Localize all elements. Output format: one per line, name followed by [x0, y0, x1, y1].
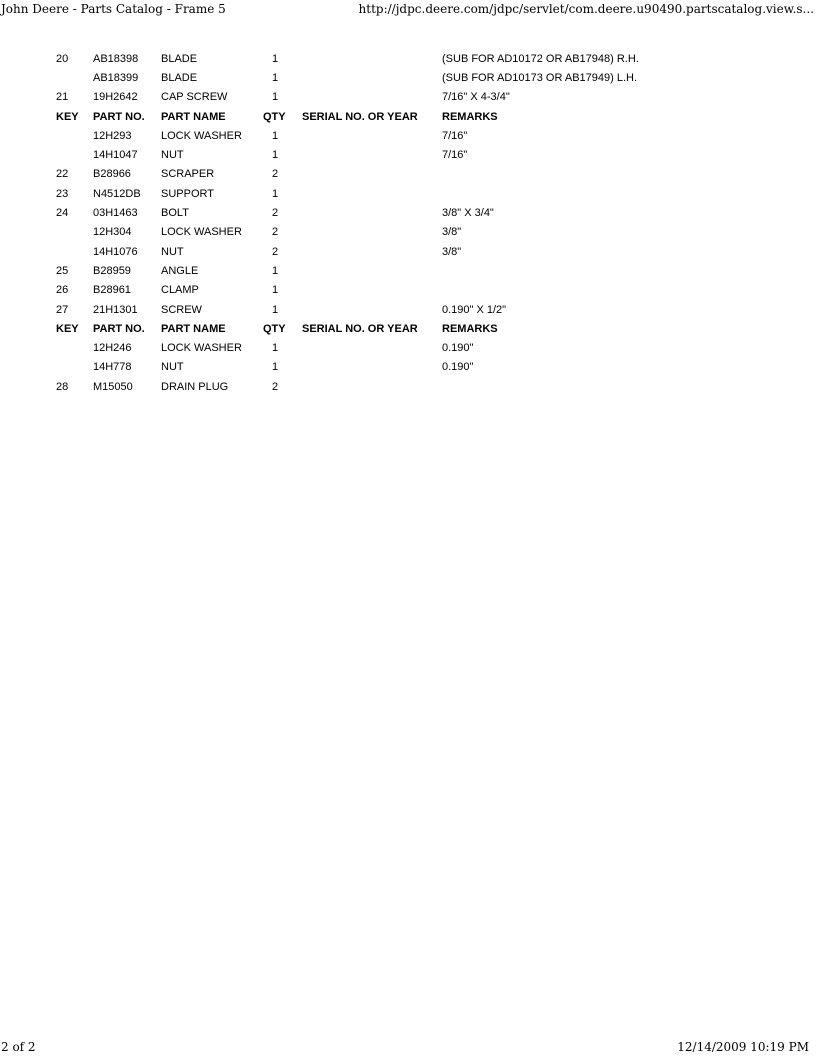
- key-cell: [51, 358, 93, 377]
- key-cell: 23: [56, 187, 69, 200]
- quantity-cell: 2: [272, 380, 279, 393]
- key-cell: [51, 338, 93, 357]
- serial-cell: [302, 165, 442, 184]
- column-header-serial: SERIAL NO. OR YEAR: [302, 110, 418, 123]
- quantity-cell: 1: [272, 361, 279, 374]
- quantity-cell: 1: [272, 91, 279, 104]
- quantity-cell: 1: [272, 71, 279, 84]
- remarks-cell: 0.190": [442, 361, 474, 374]
- table-row: [51, 223, 672, 242]
- table-row: [51, 261, 672, 280]
- key-cell: [51, 145, 93, 164]
- remarks-cell: [442, 165, 672, 184]
- remarks-cell: 7/16": [442, 149, 468, 162]
- key-cell: 27: [56, 303, 69, 316]
- quantity-cell: 1: [272, 52, 279, 65]
- quantity-cell: 1: [272, 342, 279, 355]
- parts-table-body: [51, 49, 672, 396]
- table-row: [51, 68, 672, 87]
- remarks-cell: 3/8": [442, 226, 462, 239]
- part-number-cell: B28959: [93, 264, 131, 277]
- quantity-cell: 2: [272, 245, 279, 258]
- table-row: [51, 126, 672, 145]
- part-name-cell: LOCK WASHER: [161, 342, 242, 355]
- column-header-part-name: PART NAME: [161, 322, 226, 335]
- part-number-cell: AB18399: [93, 71, 139, 84]
- page-number: 2 of 2: [1, 1040, 36, 1054]
- table-row: [51, 203, 672, 222]
- remarks-cell: 0.190": [442, 342, 474, 355]
- serial-cell: [302, 184, 442, 203]
- remarks-cell: [442, 281, 672, 300]
- serial-cell: [302, 88, 442, 107]
- key-cell: [51, 242, 93, 261]
- print-datetime: 12/14/2009 10:19 PM: [677, 1040, 809, 1054]
- part-name-cell: BLADE: [161, 52, 198, 65]
- key-cell: [51, 126, 93, 145]
- serial-cell: [302, 261, 442, 280]
- part-name-cell: BLADE: [161, 71, 198, 84]
- part-number-cell: B28966: [93, 168, 131, 181]
- quantity-cell: 1: [272, 129, 279, 142]
- part-number-cell: AB18398: [93, 52, 139, 65]
- part-number-cell: 12H304: [93, 226, 132, 239]
- remarks-cell: 3/8": [442, 245, 462, 258]
- quantity-cell: 1: [272, 284, 279, 297]
- serial-cell: [302, 377, 442, 396]
- part-name-cell: NUT: [161, 361, 184, 374]
- print-footer: [0, 1040, 816, 1056]
- remarks-cell: [442, 377, 672, 396]
- print-header: [0, 2, 816, 18]
- table-row: [51, 338, 672, 357]
- quantity-cell: 1: [272, 264, 279, 277]
- remarks-cell: 7/16" X 4-3/4": [442, 91, 510, 104]
- table-row: [51, 184, 672, 203]
- part-name-cell: NUT: [161, 245, 184, 258]
- column-header-part-number: PART NO.: [93, 322, 145, 335]
- quantity-cell: 1: [272, 187, 279, 200]
- part-number-cell: 21H1301: [93, 303, 138, 316]
- remarks-cell: [442, 261, 672, 280]
- serial-cell: [302, 223, 442, 242]
- serial-cell: [302, 49, 442, 68]
- remarks-cell: 0.190" X 1/2": [442, 303, 507, 316]
- part-number-cell: 19H2642: [93, 91, 138, 104]
- key-cell: 22: [56, 168, 69, 181]
- serial-cell: [302, 203, 442, 222]
- key-cell: 25: [56, 264, 69, 277]
- quantity-cell: 2: [272, 207, 279, 220]
- part-name-cell: CAP SCREW: [161, 91, 228, 104]
- part-number-cell: 12H293: [93, 129, 132, 142]
- part-name-cell: ANGLE: [161, 264, 199, 277]
- part-name-cell: SUPPORT: [161, 187, 214, 200]
- serial-cell: [302, 358, 442, 377]
- column-header-part-name: PART NAME: [161, 110, 226, 123]
- table-row: [51, 300, 672, 319]
- part-number-cell: 12H246: [93, 342, 132, 355]
- part-name-cell: CLAMP: [161, 284, 199, 297]
- key-cell: 26: [56, 284, 69, 297]
- key-cell: [51, 223, 93, 242]
- column-header-serial: SERIAL NO. OR YEAR: [302, 322, 418, 335]
- column-header-remarks: REMARKS: [442, 110, 498, 123]
- column-header-quantity: QTY: [263, 322, 286, 335]
- part-name-cell: LOCK WASHER: [161, 129, 242, 142]
- serial-cell: [302, 300, 442, 319]
- quantity-cell: 2: [272, 226, 279, 239]
- part-number-cell: 14H1076: [93, 245, 138, 258]
- serial-cell: [302, 126, 442, 145]
- table-header-row: [51, 107, 672, 126]
- column-header-key: KEY: [56, 322, 79, 335]
- column-header-remarks: REMARKS: [442, 322, 498, 335]
- column-header-quantity: QTY: [263, 110, 286, 123]
- part-number-cell: M15050: [93, 380, 133, 393]
- table-row: [51, 358, 672, 377]
- remarks-cell: 7/16": [442, 129, 468, 142]
- parts-table: [51, 49, 672, 396]
- serial-cell: [302, 145, 442, 164]
- part-name-cell: SCRAPER: [161, 168, 215, 181]
- column-header-key: KEY: [56, 110, 79, 123]
- page-url: http://jdpc.deere.com/jdpc/servlet/com.deere.u90490.partscatalog.view.s...: [358, 2, 814, 16]
- part-number-cell: 03H1463: [93, 207, 138, 220]
- table-row: [51, 165, 672, 184]
- table-row: [51, 88, 672, 107]
- key-cell: 20: [56, 52, 69, 65]
- part-name-cell: LOCK WASHER: [161, 226, 242, 239]
- part-number-cell: N4512DB: [93, 187, 141, 200]
- part-number-cell: 14H1047: [93, 149, 138, 162]
- serial-cell: [302, 338, 442, 357]
- remarks-cell: (SUB FOR AD10172 OR AB17948) R.H.: [442, 52, 639, 65]
- serial-cell: [302, 281, 442, 300]
- key-cell: [51, 68, 93, 87]
- table-row: [51, 281, 672, 300]
- part-name-cell: NUT: [161, 149, 184, 162]
- serial-cell: [302, 242, 442, 261]
- quantity-cell: 2: [272, 168, 279, 181]
- table-row: [51, 49, 672, 68]
- part-number-cell: B28961: [93, 284, 131, 297]
- quantity-cell: 1: [272, 149, 279, 162]
- part-number-cell: 14H778: [93, 361, 132, 374]
- part-name-cell: SCREW: [161, 303, 202, 316]
- key-cell: 28: [56, 380, 69, 393]
- table-row: [51, 242, 672, 261]
- part-name-cell: DRAIN PLUG: [161, 380, 229, 393]
- column-header-part-number: PART NO.: [93, 110, 145, 123]
- remarks-cell: [442, 184, 672, 203]
- key-cell: 24: [56, 207, 69, 220]
- quantity-cell: 1: [272, 303, 279, 316]
- part-name-cell: BOLT: [161, 207, 189, 220]
- table-row: [51, 145, 672, 164]
- table-header-row: [51, 319, 672, 338]
- serial-cell: [302, 68, 442, 87]
- page-title: John Deere - Parts Catalog - Frame 5: [1, 2, 226, 16]
- key-cell: 21: [56, 91, 69, 104]
- remarks-cell: 3/8" X 3/4": [442, 207, 494, 220]
- table-row: [51, 377, 672, 396]
- remarks-cell: (SUB FOR AD10173 OR AB17949) L.H.: [442, 71, 638, 84]
